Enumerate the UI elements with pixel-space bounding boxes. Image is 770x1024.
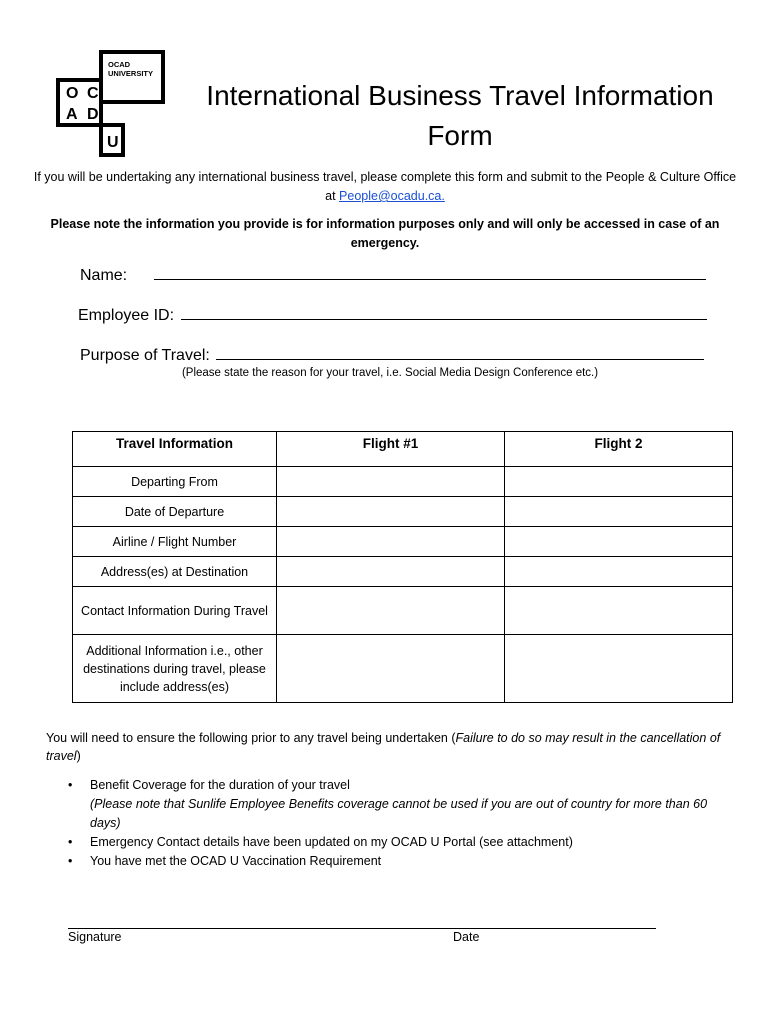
requirement-text: You have met the OCAD U Vaccination Requirement [90, 854, 382, 868]
logo-wordmark-line2: UNIVERSITY [108, 69, 154, 78]
bullet-icon: • [68, 854, 73, 868]
name-label: Name: [80, 267, 128, 284]
header-travel-information: Travel Information [73, 432, 277, 467]
logo-letter: D [87, 106, 99, 123]
list-item [48, 776, 728, 833]
privacy-note: Please note the information you provide is for information purposes only and will only be accessed in case of an emergency. [50, 217, 720, 250]
requirements-intro-text: You will need to ensure the following prior to any travel being undertaken ( [46, 731, 456, 745]
employee-id-input-line[interactable] [181, 305, 707, 320]
employee-id-label: Employee ID: [78, 307, 175, 324]
date-label: Date [453, 930, 480, 944]
flight-1-cell[interactable] [277, 497, 505, 527]
purpose-hint: (Please state the reason for your travel, i.e. Social Media Design Conference etc.) [181, 367, 599, 379]
row-label: Address(es) at Destination [73, 557, 277, 587]
requirement-note: (Please note that Sunlife Employee Benefits coverage cannot be used if you are out of country for more than 60 days) [90, 797, 708, 830]
travel-information-table [72, 431, 733, 703]
row-label: Contact Information During Travel [73, 587, 277, 635]
flight-1-cell[interactable] [277, 635, 505, 703]
table-row [73, 527, 733, 557]
purpose-input-line[interactable] [216, 345, 704, 360]
row-label: Date of Departure [73, 497, 277, 527]
table-row [73, 557, 733, 587]
form-title-line1: International Business Travel Information [206, 80, 714, 111]
email-link[interactable]: People@ocadu.ca. [339, 189, 445, 203]
logo-letter: O [66, 85, 79, 102]
bullet-icon: • [68, 778, 73, 792]
intro-paragraph [30, 168, 740, 206]
form-title-line2: Form [427, 120, 493, 151]
list-item [48, 852, 728, 871]
requirements-warning: Failure to do so may result in the cancellation of travel [46, 731, 721, 763]
intro-text: If you will be undertaking any international business travel, please complete this form and submit to the People & Culture Office at [33, 170, 737, 203]
flight-1-cell[interactable] [277, 557, 505, 587]
flight-1-cell[interactable] [277, 587, 505, 635]
requirements-intro [46, 729, 736, 765]
row-label: Departing From [73, 467, 277, 497]
bullet-icon: • [68, 835, 73, 849]
logo-letter: U [107, 134, 119, 151]
purpose-label: Purpose of Travel: [80, 347, 210, 364]
requirement-text: Emergency Contact details have been updated on my OCAD U Portal (see attachment) [90, 835, 573, 849]
flight-1-cell[interactable] [277, 527, 505, 557]
signature-line[interactable] [68, 928, 656, 929]
table-row [73, 467, 733, 497]
signature-label: Signature [68, 930, 122, 944]
flight-1-cell[interactable] [277, 467, 505, 497]
flight-2-cell[interactable] [505, 557, 733, 587]
requirements-intro-close: ) [76, 749, 81, 763]
table-row [73, 635, 733, 703]
ocad-university-logo [56, 50, 168, 158]
logo-letter: C [87, 85, 99, 102]
logo-wordmark-line1: OCAD [108, 60, 131, 69]
flight-2-cell[interactable] [505, 467, 733, 497]
flight-2-cell[interactable] [505, 527, 733, 557]
name-input-line[interactable] [154, 265, 706, 280]
requirements-list [48, 776, 728, 871]
row-label: Airline / Flight Number [73, 527, 277, 557]
table-row [73, 497, 733, 527]
header-flight-1: Flight #1 [277, 432, 505, 467]
list-item [48, 833, 728, 852]
row-label: Additional Information i.e., other destinations during travel, please include address(es) [73, 635, 277, 703]
requirement-text: Benefit Coverage for the duration of your travel [90, 778, 350, 792]
name-field [80, 265, 706, 286]
flight-2-cell[interactable] [505, 497, 733, 527]
table-row [73, 587, 733, 635]
table-header-row [73, 432, 733, 467]
purpose-field [80, 345, 704, 366]
form-title [190, 76, 730, 156]
flight-2-cell[interactable] [505, 635, 733, 703]
flight-2-cell[interactable] [505, 587, 733, 635]
logo-letter: A [66, 106, 78, 123]
header-flight-2: Flight 2 [505, 432, 733, 467]
employee-id-field [78, 305, 707, 326]
